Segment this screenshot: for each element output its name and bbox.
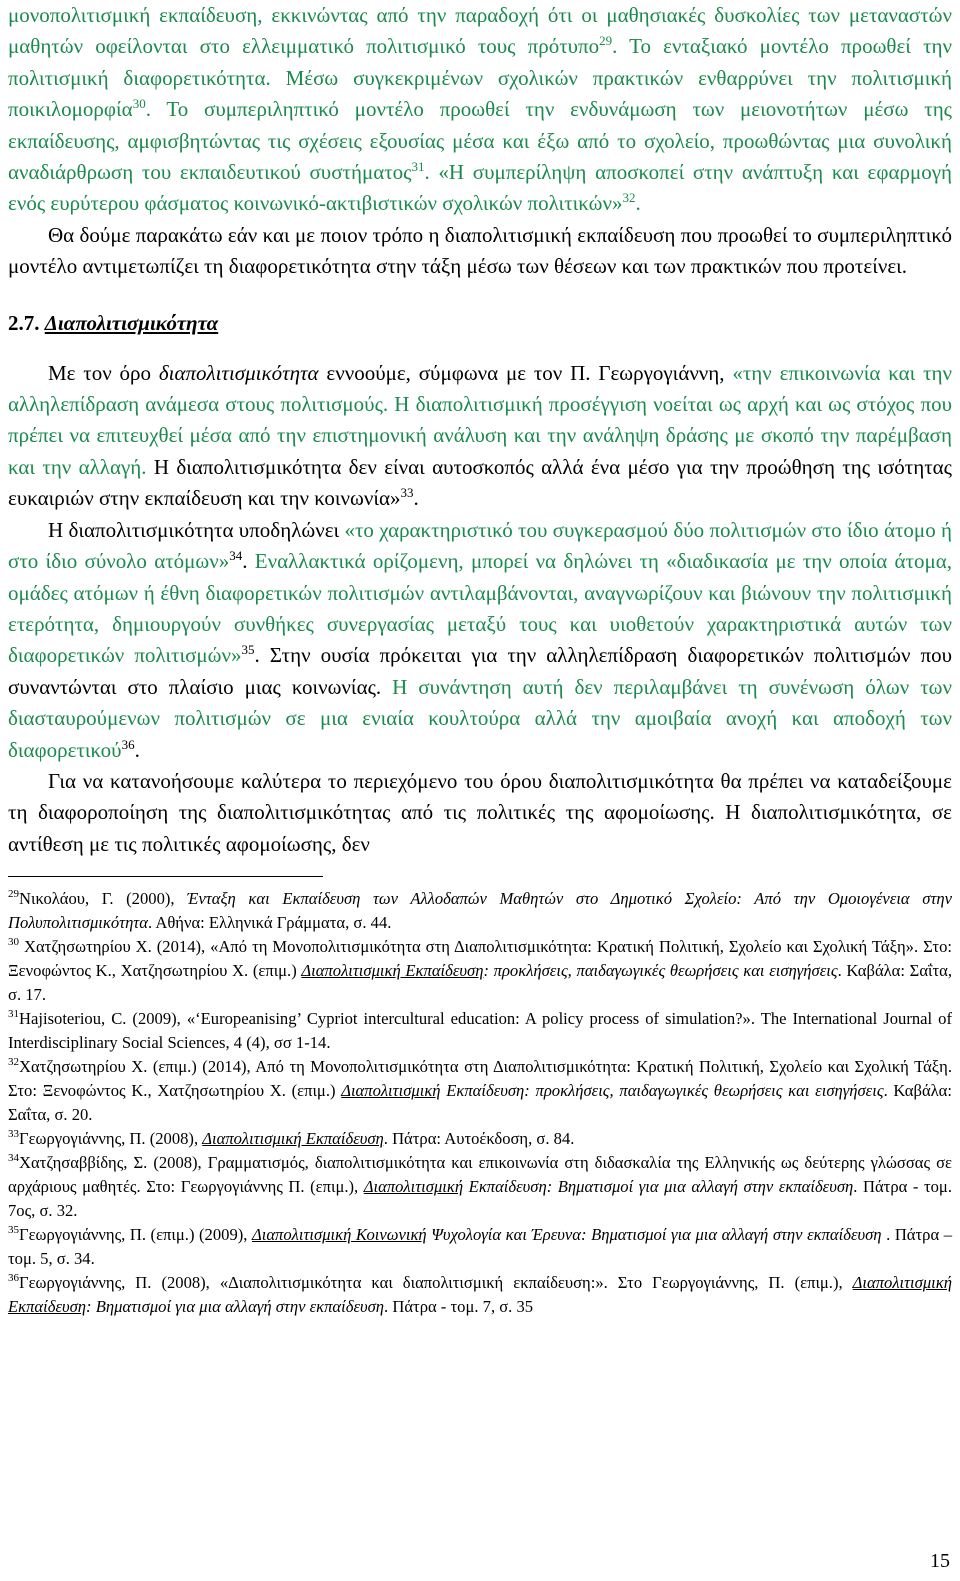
footnote-35	[8, 1223, 952, 1271]
text: Με τον όρο	[48, 360, 159, 385]
text: .	[413, 486, 419, 511]
text: . Αθήνα: Ελληνικά Γράμματα, σ. 44.	[147, 913, 392, 933]
footnote-33	[8, 1127, 952, 1151]
italic-title: : προκλήσεις, παιδαγωγικές θεωρήσεις και εισηγήσεις	[483, 961, 838, 981]
underlined-title: Διαπολιτισμική Εκπαίδευση	[202, 1129, 384, 1149]
italic-title: Ψυχολογία και Έρευνα: Βηματισμοί για μια αλλαγή στην εκπαίδευση	[426, 1225, 882, 1245]
text: Νικολάου, Γ. (2000),	[19, 889, 188, 909]
paragraph-assimilation: Για να κατανοήσουμε καλύτερα το περιεχόμενο του όρου διαπολιτισμικότητα θα πρέπει να καταδείξουμε τη διαφοροποίηση της διαπολιτισμικότητας από τις πολιτικές της αφομοίωσης. Η διαπολιτισμικότητα, σε αντίθεση με τις πολιτικές αφομοίωσης, δεν	[8, 768, 952, 856]
text: .	[242, 549, 255, 574]
page-number: 15	[930, 1550, 950, 1572]
paragraph-inclusive: Θα δούμε παρακάτω εάν και με ποιον τρόπο η διαπολιτισμική εκπαίδευση που προωθεί το συμπεριληπτικό μοντέλο αντιμετωπίζει τη διαφορετικότητα στην τάξη μέσω των θέσεων και των πρακτικών που προτείνει.	[8, 222, 952, 279]
text: εννοούμε, σύμφωνα με τον Π. Γεωργογιάννη,	[318, 360, 733, 385]
document-page	[8, 0, 952, 1319]
quote-text: «την επικοινωνία και την αλληλεπίδραση ανάμεσα στους πολιτισμούς. Η διαπολιτισμική προσέγγιση νοείται ως αρχή και ως στόχος που πρέπει να επιτευχθεί μέσα από την επιστημονική ανάλυση και την ανάληψη δράσης με σκοπό την παρέμβαση και την αλλαγή.	[8, 360, 952, 479]
text: . Πάτρα - τομ. 7, σ. 35	[384, 1297, 534, 1317]
text: . Το ενταξιακό μοντέλο προωθεί την πολιτισμική διαφορετικότητα. Μέσω συγκεκριμένων σχολικών πρακτικών ενθαρρύνει την πολιτισμική ποικιλομορφία	[8, 34, 952, 122]
italic-title: Ένταξη και Εκπαίδευση των Αλλοδαπών Μαθητών στο Δημοτικό Σχολείο: Από την Ομοιογένεια στην Πολυπολιτισμικότητα	[8, 889, 952, 933]
footnote-ref[interactable]: 30	[132, 96, 146, 112]
footnote-number: 32	[8, 1056, 19, 1069]
footnote-number: 36	[8, 1272, 19, 1285]
text: Γεωργογιάννης, Π. (2008), «Διαπολιτισμικότητα και διαπολιτισμική εκπαίδευση:». Στο Γεωργογιάννης, Π. (επιμ.),	[19, 1273, 853, 1293]
footnote-31	[8, 1007, 952, 1055]
section-heading	[8, 311, 952, 336]
footnote-number: 34	[8, 1152, 19, 1165]
footnote-separator	[8, 876, 323, 877]
footnote-number: 29	[8, 888, 19, 901]
text: Hajisoteriou, C. (2009), «‘Europeanising’ Cypriot intercultural education: A policy process of simulation?». The International Journal of Interdisciplinary Social Sciences, 4 (4), σσ 1-14.	[8, 1009, 952, 1053]
footnote-ref[interactable]: 29	[599, 33, 613, 49]
underlined-title: Διαπολιτισμική Εκπαίδευση	[301, 961, 484, 981]
paragraph-models	[8, 0, 952, 220]
paragraph-interculturalism	[8, 515, 952, 766]
footnote-ref[interactable]: 33	[400, 485, 414, 501]
text: . Στην ουσία πρόκειται για την αλληλεπίδραση διαφορετικών πολιτισμών που συναντώνται στο πλαίσιο μιας κοινωνίας.	[8, 643, 953, 699]
text: Γεωργογιάννης, Π. (2008),	[19, 1129, 203, 1149]
italic-term: διαπολιτισμικότητα	[158, 360, 319, 385]
footnote-36	[8, 1271, 952, 1319]
underlined-title: Διαπολιτισμική	[363, 1177, 464, 1197]
footnote-number: 33	[8, 1128, 19, 1141]
underlined-title: Διαπολιτισμική	[341, 1081, 441, 1101]
footnote-29	[8, 887, 952, 935]
underlined-title: Διαπολιτισμική Εκπαίδευση	[8, 1273, 952, 1317]
footnote-number: 30	[8, 936, 19, 949]
text: .	[635, 191, 641, 216]
quote-text: Η συνάντηση αυτή δεν περιλαμβάνει τη συνένωση όλων των διασταυρούμενων πολιτισμών σε μια ενιαία κουλτούρα αλλά την αμοιβαία ανοχή και αποδοχή των διαφορετικού	[8, 674, 952, 762]
footnote-ref[interactable]: 34	[229, 548, 243, 564]
footnote-34	[8, 1151, 952, 1223]
text: Χατζησαββίδης, Σ. (2008), Γραμματισμός, διαπολιτισμικότητα και επικοινωνία στη διδασκαλία της Ελληνικής ως δεύτερης γλώσσας σε αρχάριους μαθητές. Στο: Γεωργογιάννης Π. (επιμ.),	[8, 1153, 952, 1197]
text: Χατζησωτηρίου Χ. (επιμ.) (2014), Από τη Μονοπολιτισμικότητα στη Διαπολιτισμικότητα: Κρατική Πολιτική, Σχολείο και Σχολική Τάξη. Στο: Ξενοφώντος Κ., Χατζησωτηρίου Χ. (επιμ.)	[8, 1057, 952, 1101]
text: . Καβάλα: Σαΐτα, σ. 17.	[8, 961, 952, 1005]
footnote-ref[interactable]: 32	[622, 190, 636, 206]
text: . Πάτρα - τομ. 7ος, σ. 32.	[8, 1177, 952, 1221]
quote-text: Εναλλακτικά ορίζομενη, μπορεί να δηλώνει τη «διαδικασία με την οποία άτομα, ομάδες ατόμων ή έθνη διαφορετικών πολιτισμών αντιλαμβάνονται, αναγνωρίζουν και βιώνουν την πολιτισμική ετερότητα, δημιουργούν συνθήκες συνεργασίας μεταξύ τους και υιοθετούν χαρακτηριστικά αυτών των διαφορετικών πολιτισμών»	[8, 549, 952, 668]
footnote-number: 31	[8, 1008, 19, 1021]
footnote-number: 35	[8, 1224, 19, 1237]
section-number: 2.7.	[8, 310, 40, 335]
footnote-ref[interactable]: 36	[121, 736, 135, 752]
footnote-ref[interactable]: 31	[411, 159, 425, 175]
text: Η διαπολιτισμικότητα δεν είναι αυτοσκοπός αλλά ένα μέσο για την προώθηση της ισότητας ευκαιριών στην εκπαίδευση και την κοινωνία»	[8, 454, 952, 511]
text: . «Η συμπερίληψη αποσκοπεί στην ανάπτυξη και εφαρμογή ενός ευρύτερου φάσματος κοινωνικό-ακτιβιστικών σχολικών πολιτικών»	[8, 160, 953, 216]
text: Γεωργογιάννης, Π. (επιμ.) (2009),	[19, 1225, 252, 1245]
footnote-32	[8, 1055, 952, 1127]
text: Χατζησωτηρίου Χ. (2014), «Από τη Μονοπολιτισμικότητα στη Διαπολιτισμικότητα: Κρατική Πολιτική, Σχολείο και Σχολική Τάξη». Στο: Ξενοφώντος Κ., Χατζησωτηρίου Χ. (επιμ.)	[8, 937, 952, 981]
text: . Το συμπεριληπτικό μοντέλο προωθεί την ενδυνάμωση των μειονοτήτων μέσω της εκπαίδευσης, αμφισβητώντας τις σχέσεις εξουσίας μέσα και έξω από το σχολείο, προωθώντας μια συνολική αναδιάρθρωση του εκπαιδευτικού συστήματος	[8, 97, 952, 185]
italic-title: Εκπαίδευση: Βηματισμοί για μια αλλαγή στην εκπαίδευση	[463, 1177, 854, 1197]
text: μονοπολιτισμική εκπαίδευση, εκκινώντας από την παραδοχή ότι οι μαθησιακές δυσκολίες των μεταναστών μαθητών οφείλονται στο ελλειμματικό πολιτισμικό τους πρότυπο	[8, 3, 952, 59]
paragraph-definition	[8, 358, 952, 515]
quote-text: «το χαρακτηριστικό του συγκερασμού δύο πολιτισμών στο ίδιο άτομο ή στο ίδιο σύνολο ατόμων»	[8, 517, 952, 574]
footnote-ref[interactable]: 35	[241, 642, 255, 658]
text: . Πάτρα: Αυτοέκδοση, σ. 84.	[383, 1129, 575, 1149]
text: . Καβάλα: Σαΐτα, σ. 20.	[8, 1081, 952, 1125]
text: . Πάτρα – τομ. 5, σ. 34.	[8, 1225, 953, 1269]
text: .	[134, 737, 140, 762]
italic-title: Εκπαίδευση: προκλήσεις, παιδαγωγικές θεωρήσεις και εισηγήσεις	[440, 1081, 884, 1101]
text: Η διαπολιτισμικότητα υποδηλώνει	[48, 517, 345, 542]
footnote-30	[8, 935, 952, 1007]
underlined-title: Διαπολιτισμική Κοινωνική	[252, 1225, 427, 1245]
italic-title: : Βηματισμοί για μια αλλαγή στην εκπαίδευση	[86, 1297, 385, 1317]
section-title: Διαπολιτισμικότητα	[44, 310, 219, 335]
